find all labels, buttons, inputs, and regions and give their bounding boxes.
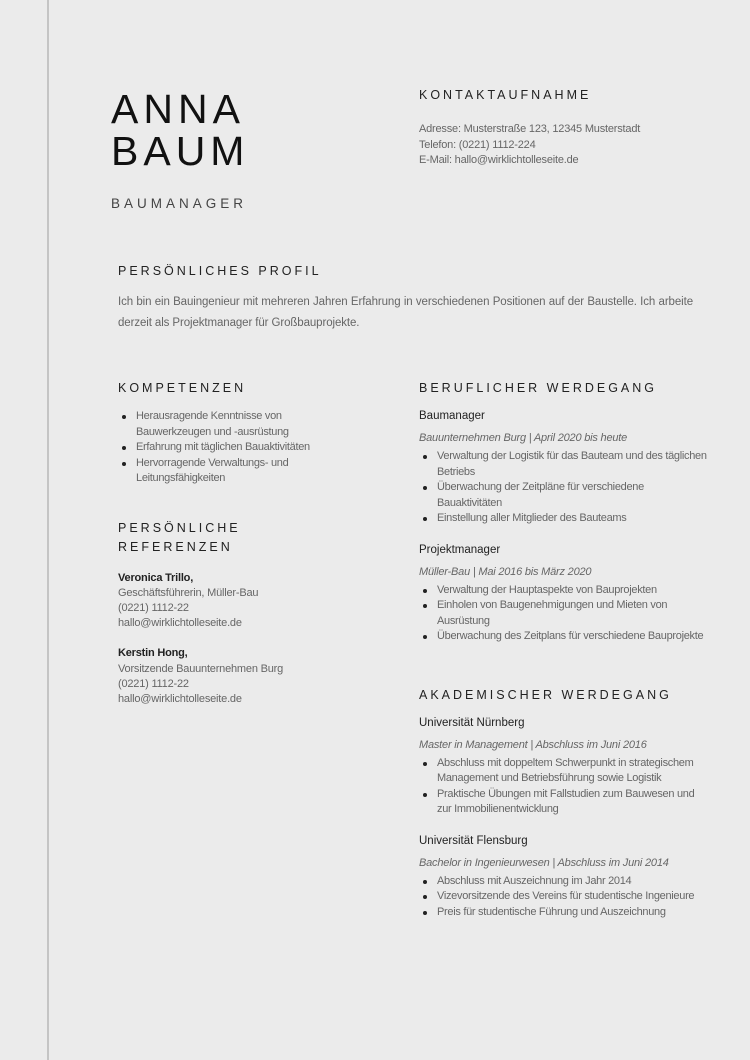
profile-text: Ich bin ein Bauingenieur mit mehreren Jahren Erfahrung in verschiedenen Positionen auf der Baustelle. Ich arbeite derzeit als Projektmanager für Großbauprojekte. bbox=[118, 296, 693, 329]
education-bullets bbox=[419, 874, 709, 921]
skills-section bbox=[118, 379, 358, 487]
education-entry bbox=[419, 834, 709, 921]
right-column bbox=[419, 379, 709, 920]
list-item: Verwaltung der Logistik für das Bauteam und des täglichen Betriebs bbox=[419, 449, 709, 480]
reference-role: Vorsitzende Bauunternehmen Burg bbox=[118, 662, 284, 675]
job-entry bbox=[419, 543, 709, 645]
job-entry bbox=[419, 409, 709, 527]
education-entry bbox=[419, 716, 709, 818]
list-item: Vizevorsitzende des Vereins für studentische Ingenieure bbox=[419, 889, 709, 905]
list-item: Überwachung des Zeitplans für verschiedene Bauprojekte bbox=[419, 629, 709, 645]
references-heading-line1: PERSÖNLICHE bbox=[118, 520, 241, 535]
contact-section bbox=[419, 86, 729, 169]
degree-dates: Master in Management | Abschluss im Juni 2016 bbox=[419, 738, 647, 751]
reference-role: Geschäftsführerin, Müller-Bau bbox=[118, 586, 259, 599]
education-heading: AKADEMISCHER WERDEGANG bbox=[419, 687, 672, 702]
list-item: Praktische Übungen mit Fallstudien zum Bauwesen und zur Immobilienentwicklung bbox=[419, 787, 709, 818]
reference-email: hallo@wirklichtolleseite.de bbox=[118, 692, 242, 705]
contact-address: Adresse: Musterstraße 123, 12345 Musterstadt bbox=[419, 123, 641, 135]
reference-item bbox=[118, 571, 358, 632]
career-section bbox=[419, 379, 709, 645]
candidate-name bbox=[111, 88, 249, 172]
references-section bbox=[118, 519, 358, 708]
contact-heading: KONTAKTAUFNAHME bbox=[419, 88, 592, 102]
degree-dates: Bachelor in Ingenieurwesen | Abschluss im Juni 2014 bbox=[419, 856, 669, 869]
list-item: Herausragende Kenntnisse von Bauwerkzeugen und -ausrüstung bbox=[118, 409, 358, 440]
list-item: Verwaltung der Hauptaspekte von Bauprojekten bbox=[419, 583, 709, 599]
list-item: Abschluss mit doppeltem Schwerpunkt in strategischem Management und Betriebsführung sowie Logistik bbox=[419, 756, 709, 787]
reference-email: hallo@wirklichtolleseite.de bbox=[118, 617, 242, 630]
contact-email: E-Mail: hallo@wirklichtolleseite.de bbox=[419, 154, 579, 166]
last-name: BAUM bbox=[111, 128, 250, 174]
list-item: Hervorragende Verwaltungs- und Leitungsfähigkeiten bbox=[118, 456, 358, 487]
page-margin-line bbox=[47, 0, 49, 1060]
career-heading: BERUFLICHER WERDEGANG bbox=[419, 381, 658, 395]
references-heading bbox=[118, 519, 358, 557]
skills-list bbox=[118, 409, 358, 487]
list-item: Preis für studentische Führung und Auszeichnung bbox=[419, 905, 709, 921]
job-bullets bbox=[419, 583, 709, 645]
references-heading-line2: REFERENZEN bbox=[118, 539, 233, 554]
profile-heading: PERSÖNLICHES PROFIL bbox=[118, 264, 322, 278]
school-name: Universität Flensburg bbox=[419, 834, 528, 847]
candidate-job-title: BAUMANAGER bbox=[111, 196, 248, 211]
school-name: Universität Nürnberg bbox=[419, 716, 525, 729]
list-item: Erfahrung mit täglichen Bauaktivitäten bbox=[118, 440, 358, 456]
list-item: Überwachung der Zeitpläne für verschiedene Bauaktivitäten bbox=[419, 480, 709, 511]
reference-item bbox=[118, 646, 358, 707]
list-item: Einholen von Baugenehmigungen und Mieten von Ausrüstung bbox=[419, 598, 709, 629]
job-title: Baumanager bbox=[419, 410, 485, 422]
left-column bbox=[118, 379, 358, 707]
list-item: Einstellung aller Mitglieder des Bauteams bbox=[419, 511, 709, 527]
job-title: Projektmanager bbox=[419, 543, 501, 556]
contact-phone: Telefon: (0221) 1112-224 bbox=[419, 138, 536, 151]
job-company-dates: Bauunternehmen Burg | April 2020 bis heute bbox=[419, 432, 628, 444]
education-section bbox=[419, 686, 709, 921]
profile-section bbox=[118, 262, 693, 334]
reference-phone: (0221) 1112-22 bbox=[118, 601, 189, 614]
reference-name: Kerstin Hong, bbox=[118, 647, 188, 660]
job-company-dates: Müller-Bau | Mai 2016 bis März 2020 bbox=[419, 565, 592, 578]
first-name: ANNA bbox=[111, 86, 245, 132]
education-bullets bbox=[419, 756, 709, 818]
job-bullets bbox=[419, 449, 709, 527]
reference-phone: (0221) 1112-22 bbox=[118, 677, 189, 690]
list-item: Abschluss mit Auszeichnung im Jahr 2014 bbox=[419, 874, 709, 890]
reference-name: Veronica Trillo, bbox=[118, 571, 194, 584]
skills-heading: KOMPETENZEN bbox=[118, 381, 247, 395]
